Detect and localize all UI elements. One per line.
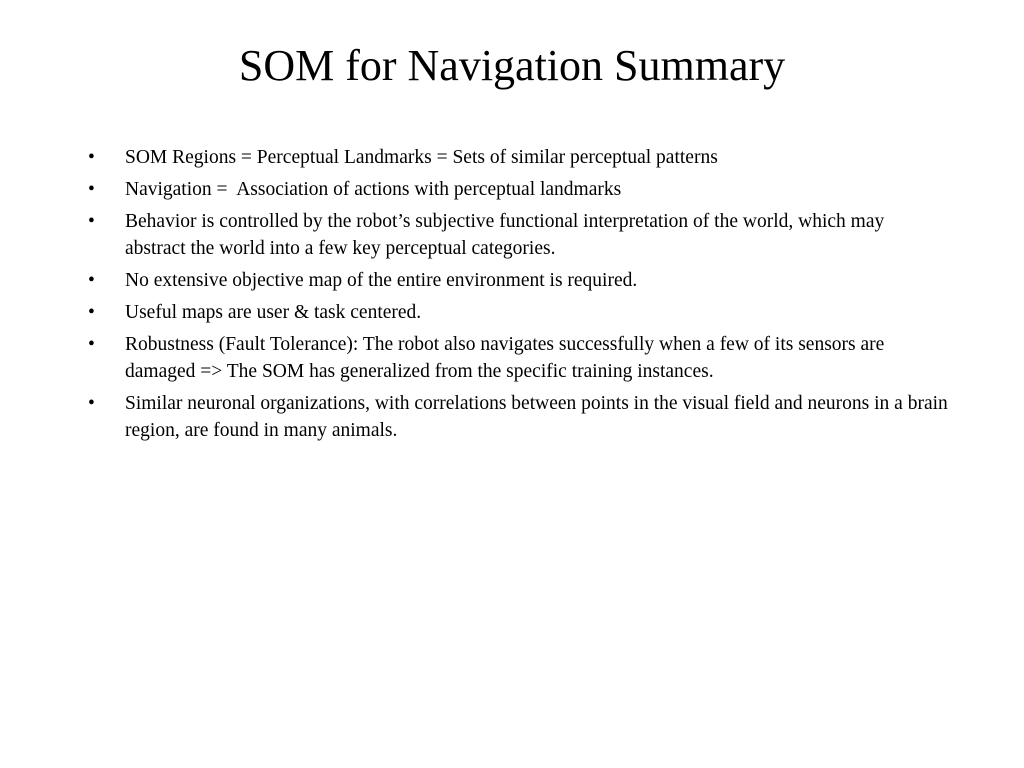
bullet-marker: • [88,270,95,291]
bullet-text: Behavior is controlled by the robot’s subjective functional interpretation of the world, which may abstract the world into a few key perceptual categories. [125,211,885,259]
bullet-item [88,208,948,262]
bullet-marker: • [88,211,95,232]
bullet-item [88,390,948,444]
bullet-text: No extensive objective map of the entire environment is required. [125,270,638,291]
bullet-marker: • [88,147,95,168]
bullet-marker: • [88,302,95,323]
bullet-text: SOM Regions = Perceptual Landmarks = Sets of similar perceptual patterns [125,147,718,168]
bullet-text: Useful maps are user & task centered. [125,302,422,323]
bullet-text: Robustness (Fault Tolerance): The robot also navigates successfully when a few of its sensors are damaged => The SOM has generalized from the specific training instances. [125,334,885,382]
bullet-item [88,267,948,294]
slide-title: SOM for Navigation Summary [238,41,786,90]
bullet-marker: • [88,393,95,414]
bullet-text: Similar neuronal organizations, with correlations between points in the visual field and neurons in a brain region, are found in many animals. [125,393,948,441]
bullet-item [88,331,948,385]
bullet-item [88,299,948,326]
bullet-item [88,144,948,171]
bullet-list [88,144,948,449]
bullet-text: Navigation = Association of actions with perceptual landmarks [125,179,622,200]
bullet-marker: • [88,179,95,200]
bullet-marker: • [88,334,95,355]
bullet-item [88,176,948,203]
